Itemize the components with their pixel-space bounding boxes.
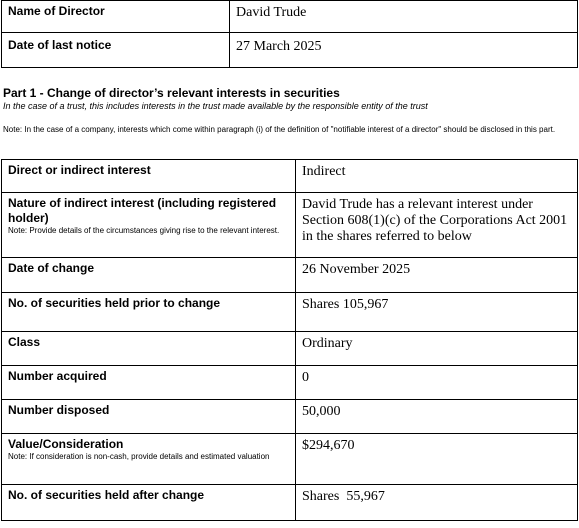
table-row [2,33,578,68]
row-label [2,33,230,68]
nature-of-interest-value: David Trude has a relevant interest under Section 608(1)(c) of the Corporations Act 2001 in the shares referred to below [302,197,568,244]
row-value [296,366,578,400]
securities-after-label: No. of securities held after change [8,488,205,502]
class-label: Class [8,335,41,349]
date-of-last-notice-value: 27 March 2025 [236,39,322,54]
row-value [296,485,578,521]
value-consideration-value: $294,670 [302,438,355,453]
securities-prior-label: No. of securities held prior to change [8,296,221,310]
nature-of-interest-note: Note: Provide details of the circumstances giving rise to the relevant interest. [8,226,280,235]
table-row [2,485,578,521]
row-label [2,193,296,258]
row-label [2,1,230,33]
table-row [2,332,578,366]
class-value: Ordinary [302,336,353,351]
row-label [2,485,296,521]
value-consideration-note: Note: If consideration is non-cash, provide details and estimated valuation [8,452,270,461]
row-value [296,293,578,332]
row-label [2,293,296,332]
number-acquired-label: Number acquired [8,369,107,383]
table-row [2,258,578,293]
table-row [2,400,578,434]
date-of-last-notice-label: Date of last notice [8,38,112,52]
date-of-change-value: 26 November 2025 [302,262,411,277]
part1-subtitle: In the case of a trust, this includes interests in the trust made available by the responsible entity of the trust [3,101,428,111]
row-value [230,33,578,68]
nature-of-interest-label: Nature of indirect interest (including registered holder) [8,196,277,225]
number-disposed-value: 50,000 [302,404,341,419]
table-row [2,434,578,485]
table-row [2,160,578,193]
securities-prior-value: Shares 105,967 [302,297,389,312]
row-value [296,258,578,293]
securities-after-value: Shares 55,967 [302,489,385,504]
value-consideration-label: Value/Consideration [8,437,124,451]
row-value [230,1,578,33]
row-value [296,160,578,193]
number-disposed-label: Number disposed [8,403,110,417]
part1-note: Note: In the case of a company, interests which come within paragraph (i) of the definition of "notifiable interest of a director" should be disclosed in this part. [3,125,556,134]
date-of-change-label: Date of change [8,261,95,275]
row-value [296,193,578,258]
number-acquired-value: 0 [302,370,309,385]
row-label [2,258,296,293]
director-details-table [1,0,578,68]
table-row [2,293,578,332]
row-value [296,332,578,366]
direct-or-indirect-value: Indirect [302,164,346,179]
row-value [296,400,578,434]
table-row [2,366,578,400]
row-value [296,434,578,485]
direct-or-indirect-label: Direct or indirect interest [8,163,151,177]
part1-title: Part 1 - Change of director’s relevant interests in securities [3,86,340,100]
row-label [2,400,296,434]
director-name-value: David Trude [236,5,307,20]
row-label [2,434,296,485]
row-label [2,366,296,400]
row-label [2,160,296,193]
name-of-director-label: Name of Director [8,4,105,18]
row-label [2,332,296,366]
table-row [2,193,578,258]
change-of-interest-table [1,159,578,521]
table-row [2,1,578,33]
